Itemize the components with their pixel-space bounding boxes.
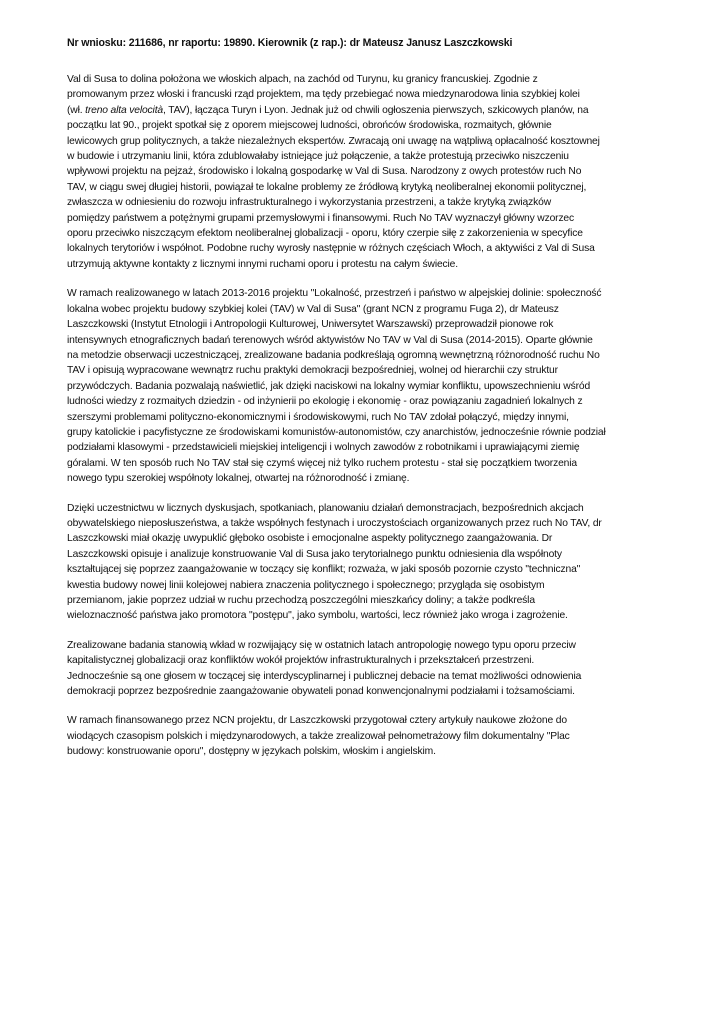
paragraph-5 <box>67 713 687 759</box>
text-line: wiodących czasopism polskich i międzynarodowych, a także zrealizował pełnometrażowy film dokumentalny "Plac <box>67 730 570 742</box>
text-line: Jednocześnie są one głosem w toczącej się interdyscyplinarnej i publicznej debacie na temat możliwości odnowienia <box>67 670 582 682</box>
text-line: wieloznaczność państwa jako promotora "postępu", jako symbolu, wartości, lecz również jako wroga i zagrożenie. <box>67 610 568 622</box>
document-page <box>67 36 687 760</box>
paragraph-3 <box>67 501 687 624</box>
text-line: przemianom, jakie poprzez udział w ruchu przechodzą poszczególni mieszkańcy doliny; a także podkreśla <box>67 595 535 606</box>
text-line: góralami. W ten sposób ruch No TAV stał się czymś więcej niż tylko ruchem protestu - stał się początkiem tworzenia <box>67 457 577 469</box>
text-line: TAV, w ciągu swej długiej historii, powiązał te lokalne problemy ze źródłową krytyką neoliberalnej ekonomii politycznej, <box>67 181 587 193</box>
text-line: lokalna wobec projektu budowy szybkiej kolei (TAV) w Val di Susa" (grant NCN z programu Fuga 2), dr Mateusz <box>67 303 559 315</box>
report-body <box>67 72 687 760</box>
text-line: grupy katolickie i pacyfistyczne ze środowiskami komunistów-autonomistów, czy anarchistów, jednocześnie równie podział <box>67 426 606 438</box>
text-line: TAV i opisują wypracowane wewnątrz ruchu praktyki demokracji bezpośredniej, wolnej od hierarchii czy struktur <box>67 365 558 377</box>
text-line: wpływowi projektu na pejzaż, środowisko i lokalną gospodarkę w Val di Susa. Narodzony z owych protestów ruch No <box>67 166 582 178</box>
text-line: obywatelskiego nieposłuszeństwa, a także współnych festynach i uroczystościach organizowanych przez ruch No TAV, dr <box>67 517 602 529</box>
text-line: Dzięki uczestnictwu w licznych dyskusjach, spotkaniach, planowaniu działań demonstracjach, bezpośrednich akcjach <box>67 502 584 514</box>
text-line: demokracji poprzez bezpośrednie zaangażowanie obywateli ponad konwencjonalnymi podziałami i tożsamościami. <box>67 686 575 698</box>
text-line: kapitalistycznej globalizacji oraz konfliktów wokół projektów infrastrukturalnych i przekształceń przestrzeni. <box>67 655 535 667</box>
text-line: podziałami klasowymi - przedstawicieli miejskiej inteligencji i wolnych zawodów z robotnikami i uprawiającymi ziemię <box>67 442 580 454</box>
text-line: ludności wiedzy z rozmaitych dziedzin - od inżynierii po ekologię i ekonomię - oraz powiązaniu zagadnień lokalnych z <box>67 396 583 408</box>
report-header: Nr wniosku: 211686, nr raportu: 19890. Kierownik (z rap.): dr Mateusz Janusz Laszczkowski <box>67 37 513 49</box>
text-line: Val di Susa to dolina położona we włoskich alpach, na zachód od Turynu, ku granicy francuskiej. Zgodnie z <box>67 74 538 85</box>
text-line: Zrealizowane badania stanowią wkład w rozwijający się w ostatnich latach antropologię nowego typu oporu przeciw <box>67 639 576 651</box>
paragraph-2 <box>67 286 687 486</box>
paragraph-1 <box>67 72 687 272</box>
text-line: lewicowych grup politycznych, a także niezależnych ekspertów. Zwracają oni uwagę na wątpliwą opłacalność kosztownej <box>67 135 600 147</box>
text-line: w budowie i utrzymaniu linii, która zdublowałaby istniejące już połączenie, a także protestują przeciwko niszczeniu <box>67 151 569 163</box>
text-line: zwłaszcza w odniesieniu do rozwoju infrastrukturalnego i wykorzystania przestrzeni, a także krytyką związków <box>67 197 551 209</box>
text-line: Laszczkowski (Instytut Etnologii i Antropologii Kulturowej, Uniwersytet Warszawski) przeprowadził pionowe rok <box>67 319 554 331</box>
text-line: Laszczkowski miał okazję uwypuklić głęboko osobiste i emocjonalne aspekty politycznego zaangażowania. Dr <box>67 533 553 545</box>
text-line: szerszymi problemami polityczno-ekonomicznymi i środowiskowymi, ruch No TAV zdołał połączyć, między innymi, <box>67 411 569 423</box>
text-line: nowego typu szerokiej współnoty lokalnej, otwartej na różnorodność i zmianę. <box>67 473 410 485</box>
text-line: początku lat 90., projekt spotkał się z oporem miejscowej ludności, obrońców środowiska, rozmaitych, głównie <box>67 120 552 132</box>
text-line: promowanym przez włoski i francuski rząd projektem, ma tędy przebiegać nowa miedzynarodowa linia szybkiej kolei <box>67 89 580 101</box>
text-line: na metodzie obserwacji uczestniczącej, zrealizowane badania podkreślają ogromną wewnętrzną różnorodność ruchu No <box>67 349 600 361</box>
text-line: utrzymują aktywne kontakty z licznymi innymi ruchami oporu i protestu na całym świecie. <box>67 258 458 270</box>
text-line: kwestia budowy nowej linii kolejowej nabiera znaczenia politycznego i społecznego; przygląda się osobistym <box>67 579 545 591</box>
text-line: intensywnych etnograficznych badań terenowych wśród aktywistów No TAV w Val di Susa (2014-2015). Oparte głównie <box>67 334 593 346</box>
paragraph-4 <box>67 638 687 700</box>
text-line: lokalnych terytoriów i współnot. Podobne ruchy wyrosły następnie w różnych częściach Włoch, a aktywiści z Val di Susa <box>67 243 595 255</box>
text-line: oporu przeciwko niszczącym efektom neoliberalnej globalizacji - oporu, który czerpie siłę z zakorzenienia w specyfice <box>67 228 583 240</box>
text-line: pomiędzy państwem a potężnymi grupami przemysłowymi i finansowymi. Ruch No TAV wyznaczył główny wzorzec <box>67 212 575 224</box>
text-line: (wł. treno alta velocità, TAV), łącząca Turyn i Lyon. Jednak już od chwili ogłoszenia pierwszych, szkicowych planów, na <box>67 104 589 116</box>
text-line: Laszczkowski opisuje i analizuje konstruowanie Val di Susa jako terytorialnego punktu odniesienia dla współnoty <box>67 548 562 560</box>
text-line: kształtującej się poprzez zaangażowanie w toczący się konflikt; rozważa, w jaki sposób pozornie czysto "techniczna" <box>67 564 581 576</box>
text-line: przywódczych. Badania pozwalają naświetlić, jak dzięki naciskowi na lokalny wymiar konfliktu, upowszechnieniu wśród <box>67 380 591 392</box>
italic-term: treno alta velocità <box>85 104 163 116</box>
text-line: W ramach realizowanego w latach 2013-2016 projektu "Lokalność, przestrzeń i państwo w alpejskiej dolinie: społeczność <box>67 288 602 300</box>
text-line: budowy: konstruowanie oporu", dostępny w językach polskim, włoskim i angielskim. <box>67 746 436 758</box>
text-line: W ramach finansowanego przez NCN projektu, dr Laszczkowski przygotował cztery artykuły naukowe złożone do <box>67 715 567 727</box>
